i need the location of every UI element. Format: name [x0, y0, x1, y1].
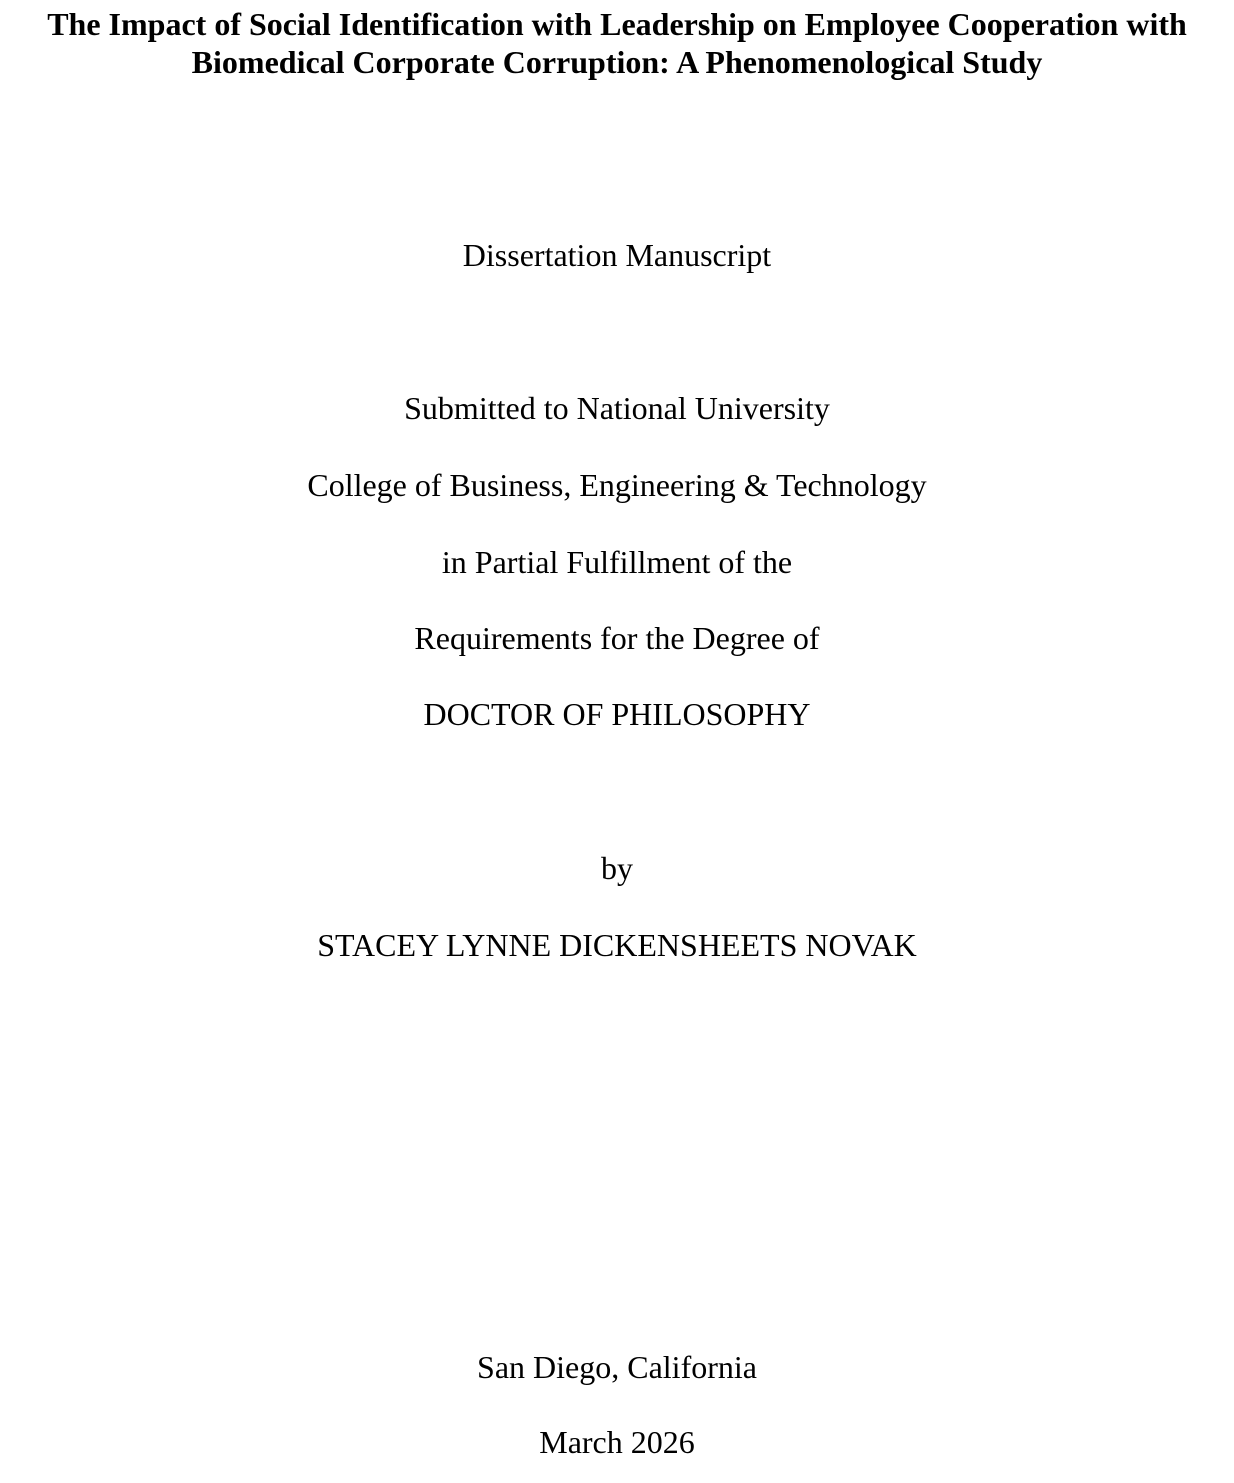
manuscript-type: Dissertation Manuscript — [462, 237, 772, 273]
title-line-1: The Impact of Social Identification with Leadership on Employee Cooperation with — [47, 6, 1187, 42]
submitted-to: Submitted to National University — [404, 390, 830, 426]
degree-name: DOCTOR OF PHILOSOPHY — [423, 696, 811, 732]
submission-date: March 2026 — [539, 1424, 695, 1460]
author-name: STACEY LYNNE DICKENSHEETS NOVAK — [317, 927, 917, 963]
by-label: by — [601, 850, 633, 886]
location: San Diego, California — [477, 1349, 757, 1385]
dissertation-title — [0, 5, 1234, 81]
title-line-2: Biomedical Corporate Corruption: A Phenomenological Study — [191, 44, 1043, 80]
partial-fulfillment: in Partial Fulfillment of the — [441, 544, 793, 580]
degree-requirements: Requirements for the Degree of — [414, 620, 820, 656]
college-name: College of Business, Engineering & Technology — [307, 467, 927, 503]
